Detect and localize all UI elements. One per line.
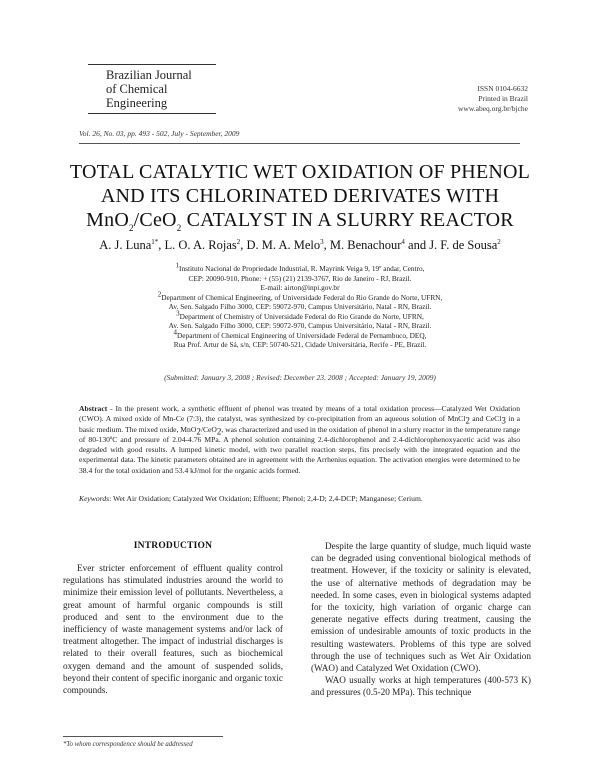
header-rule bbox=[79, 143, 520, 144]
title-line-2: AND ITS CHLORINATED DERIVATES WITH bbox=[100, 185, 500, 207]
author-sousa: and J. F. de Sousa bbox=[404, 238, 498, 252]
title-line-1: TOTAL CATALYTIC WET OXIDATION OF PHENOL bbox=[69, 161, 531, 183]
body-column-left bbox=[63, 562, 283, 696]
keywords-label: Keywords bbox=[79, 494, 110, 503]
author-rojas: , L. O. A. Rojas bbox=[158, 238, 237, 252]
journal-url: www.abeq.org.br/bjche bbox=[458, 104, 528, 113]
affiliation-4-address: Rua Prof. Artur de Sá, s/n, CEP: 50740-521, Cidade Universitária, Recife - PE, Brazil. bbox=[173, 340, 427, 349]
affiliation-3: $^3$Department of Chemistry of Universidade Federal do Rio Grande do Norte, UFRN, bbox=[176, 309, 424, 321]
affiliation-2: $^2$Department of Chemical Engineering, of Universidade Federal do Rio Grande do Norte, UFRN, bbox=[157, 290, 443, 302]
journal-line-2: of Chemical bbox=[106, 82, 168, 96]
introduction-heading: INTRODUCTION bbox=[133, 541, 213, 551]
abstract: Abstract - In the present work, a synthetic effluent of phenol was treated by means of a total oxidation process—Catalyzed Wet Oxidation (CWO). A mixed oxide of Mn-Ce (7:3), the catalyst, was synthesized by co-precipitation from an aqueous solution of MnCl$_2$ and CeCl$_3$ in a basic medium. The mixed oxide, MnO$_2$/CeO$_2$, was characterized and used in the oxidation of phenol in a slurry reactor in the temperature range of 80-130ºC and pressure of 2.04-4.76 MPa. A phenol solution containing 2.4-dichlorophenol and 2.4-dichlorophenoxyacetic acid was also degraded with good results. A lumped kinetic model, with two parallel reaction steps, fits precisely with the integrated equation and the experimental data. The kinetic parameters obtained are in agreement with the Arrhenius equation. The activation energies were determined to be 38.4 for the total oxidation and 53.4 kJ/mol for the organic acids formed. bbox=[79, 404, 521, 475]
author-list: A. J. Luna$^{1*}$, L. O. A. Rojas$^2$, D. M. A. Melo$^3$, M. Benachour$^4$ and J. F. de Sousa$^2$ bbox=[99, 237, 501, 252]
author-melo: , D. M. A. Melo bbox=[240, 238, 321, 252]
correspondence-footnote: *To whom correspondence should be addressed bbox=[63, 741, 193, 748]
body-column-right bbox=[311, 540, 531, 699]
affiliation-1-address: CEP: 20090-910, Phone: + (55) (21) 2139-3767, Rio de Janeiro - RJ, Brazil. bbox=[188, 273, 412, 283]
intro-paragraph-2: Despite the large quantity of sludge, much liquid waste can be degraded using conventional biological methods of treatment. However, if the toxicity or salinity is elevated, the use of alternative methods of degradation may be needed. In some cases, even in biological systems adapted for the toxicity, high variation of organic charge can generate negative effects during treatment, causing the emission of undesirable amounts of toxic products in the resulting wastewaters. Problems of this type are solved through the use of techniques such as Wet Air Oxidation (WAO) and Catalyzed Wet Oxidation (CWO). bbox=[311, 541, 531, 674]
printed-in: Printed in Brazil bbox=[478, 94, 528, 103]
journal-bottom-rule bbox=[88, 113, 216, 114]
journal-top-rule bbox=[88, 64, 216, 65]
affiliation-1-email: E-mail: airton@inpi.gov.br bbox=[260, 283, 340, 292]
volume-info: Vol. 26, No. 03, pp. 493 - 502, July - September, 2009 bbox=[79, 129, 240, 138]
paper-title bbox=[40, 160, 560, 232]
journal-line-1: Brazilian Journal bbox=[106, 68, 192, 82]
footnote-rule bbox=[63, 736, 223, 737]
submission-dates: (Submitted: January 3, 2008 ; Revised: December 23, 2008 ; Accepted: January 19, 2009) bbox=[164, 373, 436, 382]
intro-paragraph-1: Ever stricter enforcement of effluent quality control regulations has stimulated industries around the world to minimize their emission level of pollutants. Nevertheless, a great amount of harmful organic compounds is still produced and sent to the environment due to the inefficiency of waste management systems and/or lack of treatment altogether. The impact of industrial discharges is related to their overall features, such as biochemical oxygen demand and the amount of suspended solids, beyond their content of specific inorganic and organic toxic compounds. bbox=[63, 563, 283, 696]
abstract-label: Abstract bbox=[79, 404, 108, 413]
affiliation-4: $^4$Department of Chemical Engineering of Universidade Federal de Pernambuco, DEQ, bbox=[173, 328, 427, 340]
journal-line-3: Engineering bbox=[106, 96, 168, 110]
affiliations bbox=[120, 261, 480, 350]
author-benachour: , M. Benachour bbox=[323, 238, 402, 252]
intro-paragraph-3: WAO usually works at high temperatures (400-573 K) and pressures (0.5-20 MPa). This technique bbox=[311, 675, 531, 698]
affiliation-1: $^1$Instituto Nacional de Propriedade Industrial, R. Mayrink Veiga 9, 19º andar, Centro, bbox=[175, 261, 425, 273]
journal-name bbox=[88, 68, 218, 110]
affiliation-3-address: Av. Sen. Salgado Filho 3000, CEP: 59072-970, Campus Universitário, Natal - RN, Brazil. bbox=[168, 321, 432, 330]
title-line-3: MnO$_2$/CeO$_2$ CATALYST IN A SLURRY REACTOR bbox=[86, 209, 514, 233]
affiliation-2-address: Av. Sen. Salgado Filho 3000, CEP: 59072-970, Campus Universitário, Natal - RN, Brazil. bbox=[168, 302, 432, 311]
issn-block bbox=[368, 84, 528, 114]
author-luna: A. J. Luna bbox=[99, 238, 152, 252]
issn-number: ISSN 0104-6632 bbox=[477, 84, 528, 93]
keywords: Keywords: Wet Air Oxidation; Catalyzed Wet Oxidation; Effluent; Phenol; 2,4-D; 2,4-DCP; Manganese; Cerium. bbox=[79, 494, 423, 503]
